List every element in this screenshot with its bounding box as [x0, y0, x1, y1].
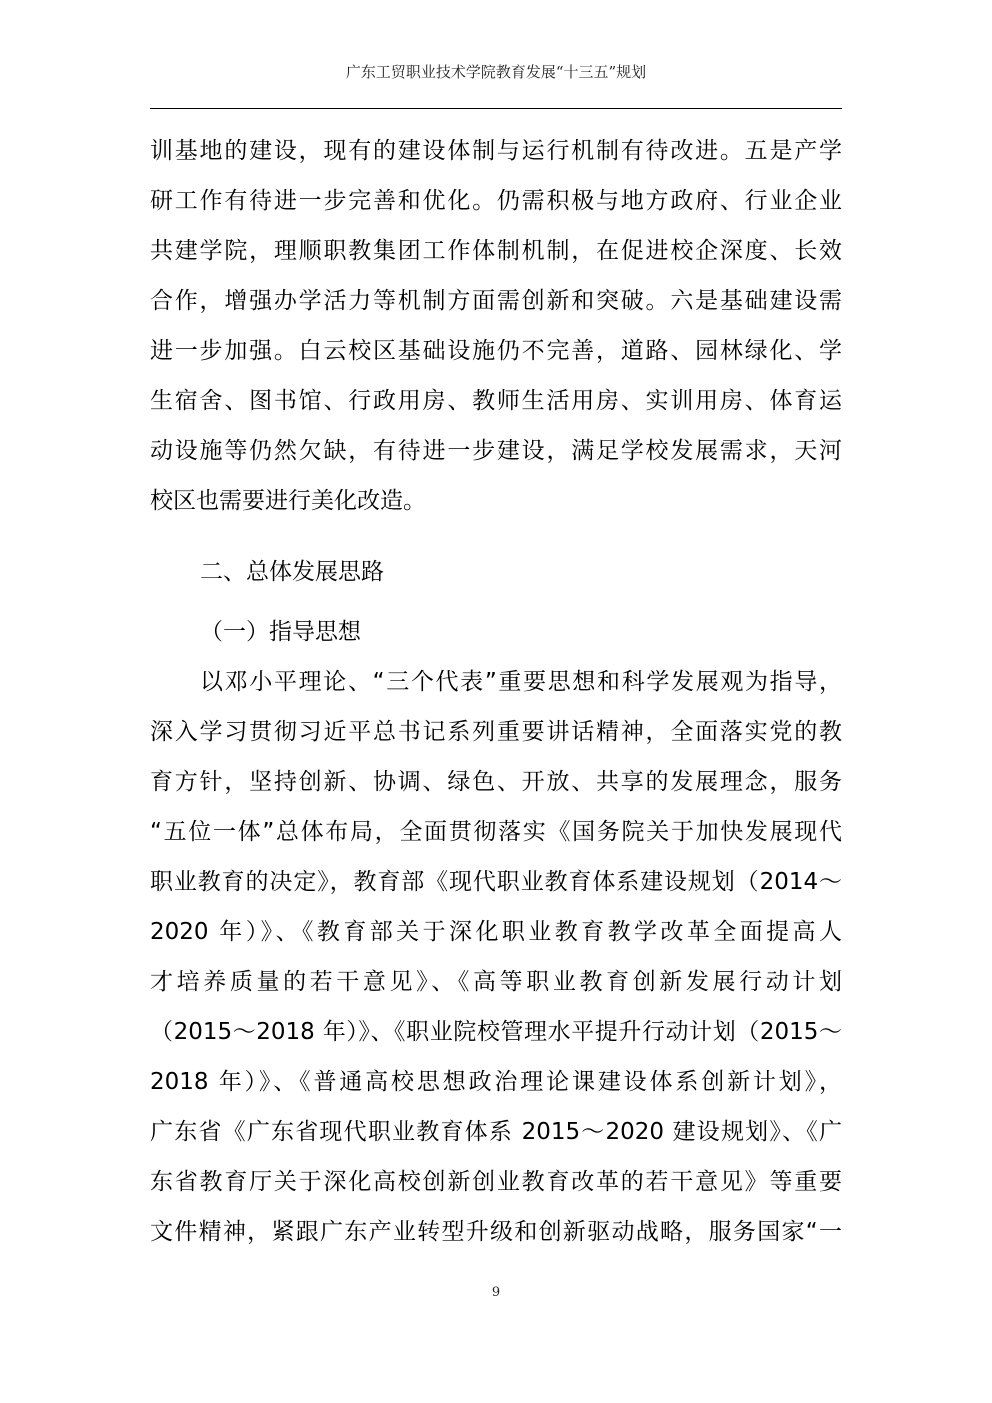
text-line: “五位一体”总体布局，全面贯彻落实《国务院关于加快发展现代 — [150, 819, 842, 845]
document-body — [150, 126, 842, 1257]
text-line: 进一步加强。白云校区基础设施仍不完善，道路、园林绿化、学 — [150, 338, 842, 364]
text-line: 研工作有待进一步完善和优化。仍需积极与地方政府、行业企业 — [150, 188, 842, 214]
text-line: （2015～2018 年）》、《职业院校管理水平提升行动计划（2015～ — [150, 1019, 842, 1045]
text-line: 职业教育的决定》，教育部《现代职业教育体系建设规划（2014～ — [150, 869, 842, 895]
text-line: 才培养质量的若干意见》、《高等职业教育创新发展行动计划 — [150, 969, 842, 995]
text-line: 以邓小平理论、“三个代表”重要思想和科学发展观为指导， — [200, 669, 842, 695]
header-rule — [150, 108, 842, 109]
text-line: 广东省《广东省现代职业教育体系 2015～2020 建设规划》、《广 — [150, 1119, 842, 1145]
text-line: 生宿舍、图书馆、行政用房、教师生活用房、实训用房、体育运 — [150, 388, 842, 414]
text-line: 2018 年）》、《普通高校思想政治理论课建设体系创新计划》， — [150, 1069, 842, 1095]
text-line: 深入学习贯彻习近平总书记系列重要讲话精神，全面落实党的教 — [150, 719, 842, 745]
text-line: 校区也需要进行美化改造。 — [150, 488, 426, 514]
running-header: 广东工贸职业技术学院教育发展“十三五”规划 — [345, 63, 647, 81]
page-number: 9 — [491, 1285, 501, 1300]
text-line: 文件精神，紧跟广东产业转型升级和创新驱动战略，服务国家“一 — [150, 1219, 842, 1245]
text-line: 育方针，坚持创新、协调、绿色、开放、共享的发展理念，服务 — [150, 769, 842, 795]
text-line: 共建学院，理顺职教集团工作体制机制，在促进校企深度、长效 — [150, 238, 842, 264]
subsection-heading: （一）指导思想 — [200, 619, 361, 645]
paragraph-continuation — [150, 126, 842, 526]
text-line: 动设施等仍然欠缺，有待进一步建设，满足学校发展需求，天河 — [150, 438, 842, 464]
text-line: 东省教育厅关于深化高校创新创业教育改革的若干意见》等重要 — [150, 1169, 842, 1195]
paragraph-guiding-ideology — [150, 657, 842, 1257]
text-line: 训基地的建设，现有的建设体制与运行机制有待改进。五是产学 — [150, 138, 842, 164]
text-line: 2020 年）》、《教育部关于深化职业教育教学改革全面提高人 — [150, 919, 842, 945]
text-line: 合作，增强办学活力等机制方面需创新和突破。六是基础建设需 — [150, 288, 842, 314]
section-heading: 二、总体发展思路 — [200, 559, 384, 585]
